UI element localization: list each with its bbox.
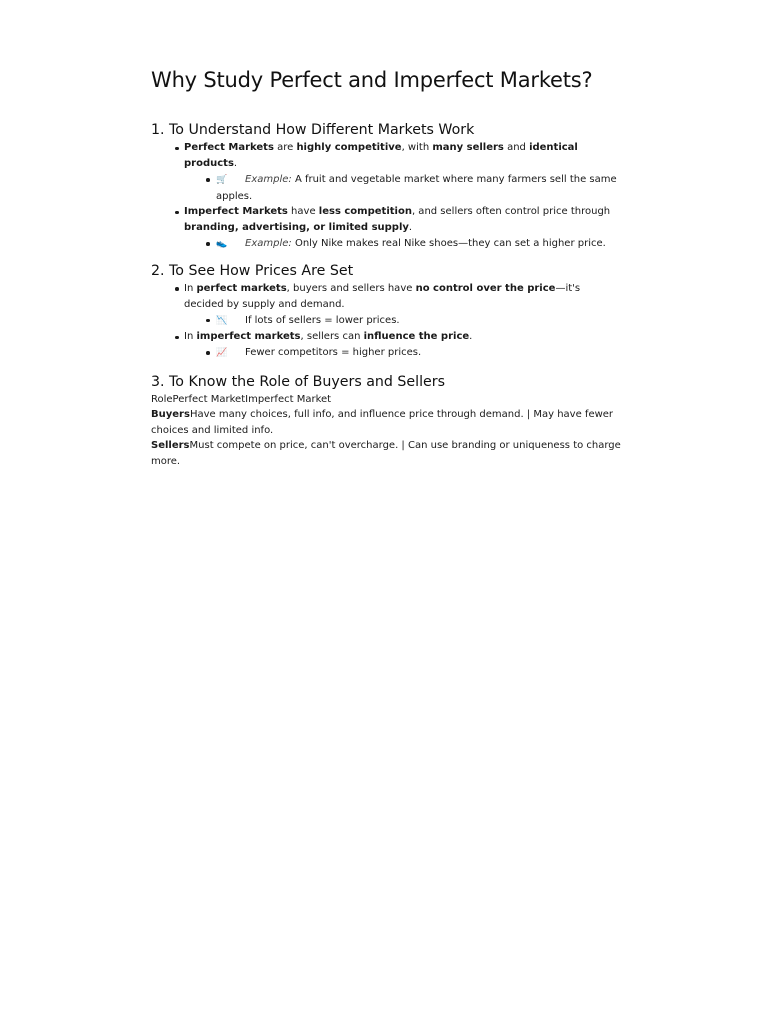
shoe-icon: 👟: [216, 239, 228, 249]
bold-term: influence the price: [363, 331, 470, 342]
list-item-perfect-price: [151, 281, 621, 330]
example-fruit-market: [184, 172, 621, 204]
text-run: , with: [401, 142, 433, 153]
bold-term: imperfect markets: [196, 331, 301, 342]
bold-term: branding, advertising, or limited supply: [184, 222, 409, 233]
text-run: and: [503, 142, 530, 153]
section-heading-buyers-sellers: 3. To Know the Role of Buyers and Sellers: [151, 373, 445, 390]
text-run: , sellers can: [300, 331, 364, 342]
row-text: Have many choices, full info, and influence price through demand. | May have fewer choices and limited info.: [151, 409, 614, 436]
bold-term: no control over the price: [415, 282, 556, 294]
bold-term: many sellers: [432, 142, 504, 153]
roles-table: [151, 392, 621, 470]
text-run: In: [184, 282, 197, 294]
bold-term: highly competitive: [296, 142, 402, 153]
role-cell: Buyers: [151, 409, 190, 420]
text-run: are: [273, 142, 297, 153]
list-item-imperfect-markets: [151, 204, 621, 253]
bold-term: Imperfect Markets: [184, 206, 288, 217]
role-cell: Sellers: [151, 440, 190, 451]
text-run: .: [233, 158, 238, 169]
bold-term: identical products: [184, 142, 578, 169]
sublist: [184, 172, 621, 204]
sublist: [184, 313, 621, 330]
shopping-cart-icon: 🛒: [216, 175, 228, 185]
text-run: .: [469, 331, 473, 342]
bold-term: perfect markets: [196, 282, 287, 294]
sublist: [184, 236, 621, 253]
text-run: , and sellers often control price through: [411, 206, 611, 217]
sublist: [184, 345, 621, 362]
list-item-perfect-markets: [151, 140, 621, 204]
section-heading-understand-markets: 1. To Understand How Different Markets Work: [151, 122, 475, 138]
lower-prices-note: [184, 313, 621, 330]
example-text: Only Nike makes real Nike shoes—they can set a higher price.: [291, 238, 606, 249]
text-run: , buyers and sellers have: [286, 282, 416, 294]
section1-list: [151, 140, 621, 253]
example-label: Example:: [245, 174, 292, 185]
bold-term: less competition: [318, 206, 412, 217]
row-text: Must compete on price, can't overcharge. | Can use branding or uniqueness to charge more.: [151, 440, 621, 467]
section2-list: [151, 281, 621, 362]
text-run: .: [408, 222, 413, 233]
note-text: If lots of sellers = lower prices.: [245, 314, 400, 326]
document-page: [151, 66, 621, 469]
list-item-imperfect-price: [151, 329, 621, 362]
section-heading-prices-set: 2. To See How Prices Are Set: [151, 262, 354, 279]
note-text: Fewer competitors = higher prices.: [245, 347, 422, 358]
chart-decreasing-icon: 📉: [216, 315, 228, 326]
table-row: [151, 407, 621, 438]
table-row: [151, 438, 621, 469]
table-header-row: RolePerfect MarketImperfect Market: [151, 393, 332, 405]
example-label: Example:: [245, 238, 292, 249]
example-text: A fruit and vegetable market where many farmers sell the same apples.: [216, 174, 617, 202]
higher-prices-note: [184, 345, 621, 362]
bold-term: Perfect Markets: [184, 142, 274, 153]
chart-increasing-icon: 📈: [216, 348, 228, 358]
text-run: —it's decided by supply and demand.: [184, 282, 581, 310]
example-nike-shoes: [184, 236, 621, 253]
text-run: have: [287, 206, 319, 217]
page-title: Why Study Perfect and Imperfect Markets?: [151, 68, 593, 92]
text-run: In: [184, 331, 197, 342]
